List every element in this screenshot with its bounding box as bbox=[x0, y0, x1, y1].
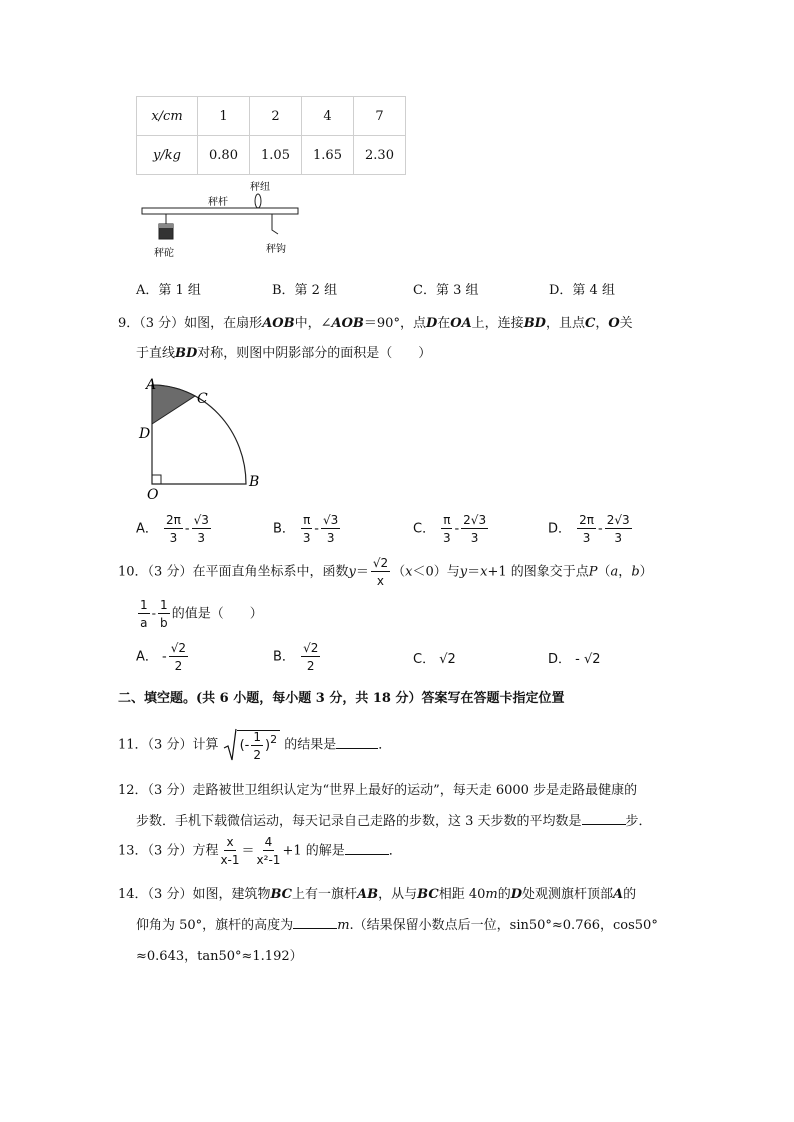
label-o: O bbox=[147, 487, 159, 500]
radical-icon bbox=[223, 728, 237, 762]
answer-blank bbox=[293, 928, 337, 929]
option-label: A． bbox=[136, 649, 158, 665]
q9-option-a bbox=[136, 514, 213, 544]
table-header-y: y/kg bbox=[137, 136, 198, 175]
fraction bbox=[301, 642, 320, 672]
numerator: 2π bbox=[166, 513, 181, 527]
numerator: 2√3 bbox=[463, 513, 487, 527]
q10-line2 bbox=[136, 599, 263, 629]
q8-option-b: B．第 2 组 bbox=[272, 283, 338, 298]
table-cell: 1 bbox=[198, 97, 250, 136]
table-cell: 0.80 bbox=[198, 136, 250, 175]
q10-var: x bbox=[480, 564, 488, 580]
fraction bbox=[371, 557, 390, 587]
fraction bbox=[251, 731, 263, 761]
denominator: 3 bbox=[197, 531, 206, 545]
q9-option-d bbox=[548, 514, 634, 544]
q9-var: AOB bbox=[262, 316, 295, 331]
table-cell: 4 bbox=[302, 97, 354, 136]
q10-text: ＝ bbox=[467, 564, 481, 580]
q14-text: 处观测旗杆顶部 bbox=[522, 887, 614, 902]
q11-text: ． bbox=[378, 737, 392, 753]
exponent: 2 bbox=[270, 733, 278, 746]
table-cell: 2.30 bbox=[354, 136, 406, 175]
radicand bbox=[237, 730, 281, 761]
label-b: B bbox=[249, 474, 260, 490]
numerator: √2 bbox=[170, 641, 187, 655]
denominator: 3 bbox=[326, 531, 335, 545]
q9-text: ＝90°，点 bbox=[363, 316, 426, 331]
table-row bbox=[137, 97, 406, 136]
fraction bbox=[605, 514, 632, 544]
table-row bbox=[137, 136, 406, 175]
numerator: 1 bbox=[140, 598, 148, 612]
q9-text: ， bbox=[595, 316, 609, 331]
q9-line2 bbox=[136, 342, 431, 361]
denominator: 3 bbox=[614, 531, 622, 545]
q9-var: D bbox=[425, 316, 438, 331]
answer-blank bbox=[582, 824, 626, 825]
answer-blank bbox=[345, 854, 389, 855]
q10-text: ＜0）与 bbox=[412, 564, 460, 580]
denominator: x bbox=[376, 574, 385, 588]
q14-text: .（结果保留小数点后一位，sin50°≈0.766，cos50° bbox=[349, 918, 658, 933]
q14-text: 的 bbox=[497, 887, 511, 902]
sqrt-expression bbox=[223, 728, 281, 762]
scale-hook bbox=[272, 214, 278, 234]
denominator: 3 bbox=[443, 531, 451, 545]
q14-text: 相距 40 bbox=[438, 887, 486, 902]
q8-option-a: A．第 1 组 bbox=[136, 283, 201, 298]
label-c: C bbox=[197, 391, 208, 407]
q9-text: ，且点 bbox=[545, 316, 585, 331]
fraction bbox=[158, 599, 170, 629]
fraction bbox=[138, 599, 150, 629]
q10-text: （ bbox=[597, 564, 611, 580]
fraction bbox=[461, 514, 488, 544]
q9-var: OA bbox=[450, 316, 472, 331]
q14-line3: ≈0.643，tan50°≈1.192） bbox=[136, 949, 303, 964]
option-label: B． bbox=[273, 521, 295, 537]
minus-sign: - bbox=[244, 738, 250, 753]
denominator: x²-1 bbox=[256, 853, 281, 867]
numerator: √3 bbox=[193, 513, 209, 527]
q14-var: D bbox=[510, 887, 523, 902]
numerator: √2 bbox=[372, 556, 389, 570]
steelyard-diagram bbox=[130, 178, 310, 260]
denominator: a bbox=[140, 616, 148, 630]
shaded-region bbox=[152, 385, 195, 424]
q12-text: 步数．手机下载微信运动，每天记录自己走路的步数，这 3 天步数的平均数是 bbox=[136, 814, 582, 829]
q10-var: b bbox=[631, 564, 640, 580]
q13-text: ． bbox=[388, 843, 402, 859]
denominator: 3 bbox=[470, 531, 479, 545]
q10-option-d bbox=[548, 648, 601, 667]
q10-option-a bbox=[136, 642, 190, 672]
answer-blank bbox=[336, 748, 378, 749]
q13-text: +1 的解是 bbox=[282, 843, 345, 859]
q11-line bbox=[118, 728, 391, 762]
denominator: b bbox=[160, 616, 168, 630]
option-label: A． bbox=[136, 521, 158, 537]
q11-text: 11．（3 分）计算 bbox=[118, 737, 219, 753]
label-scale-weight: 秤砣 bbox=[154, 248, 174, 259]
denominator: 3 bbox=[582, 531, 591, 545]
scale-button-loop bbox=[255, 194, 261, 208]
q14-line2 bbox=[136, 914, 658, 933]
q9-text: 9．（3 分）如图，在扇形 bbox=[118, 316, 263, 331]
q10-text: ， bbox=[618, 564, 632, 580]
paren: ) bbox=[265, 738, 271, 753]
q10-line1 bbox=[118, 557, 653, 587]
q9-text: 中，∠ bbox=[294, 316, 332, 331]
table-cell: 7 bbox=[354, 97, 406, 136]
option-label: D． bbox=[548, 652, 572, 667]
q10-text: 10．（3 分）在平面直角坐标系中，函数 bbox=[118, 564, 349, 580]
q10-var: a bbox=[610, 564, 619, 580]
q9-text: 上，连接 bbox=[471, 316, 524, 331]
minus-sign: - bbox=[314, 521, 319, 537]
q9-text: 关 bbox=[619, 316, 633, 331]
denominator: x-1 bbox=[220, 853, 240, 867]
q9-option-c bbox=[413, 514, 490, 544]
q10-text: +1 的图象交于点 bbox=[487, 564, 589, 580]
q9-line1 bbox=[118, 312, 633, 331]
option-value: - √2 bbox=[575, 652, 601, 667]
q12-text: 步． bbox=[625, 814, 652, 829]
numerator: 4 bbox=[264, 835, 273, 849]
q14-var: A bbox=[613, 887, 624, 902]
q14-var: AB bbox=[357, 887, 379, 902]
fraction bbox=[321, 514, 340, 544]
fraction bbox=[301, 514, 312, 544]
q10-text: （ bbox=[392, 564, 406, 580]
q12-line1: 12．（3 分）走路被世卫组织认定为“世界上最好的运动”，每天走 6000 步是走路最健康的 bbox=[118, 783, 638, 798]
paren: ( bbox=[239, 738, 245, 753]
minus-sign: - bbox=[454, 521, 460, 537]
denominator: 2 bbox=[174, 659, 183, 673]
q14-text: ，从与 bbox=[378, 887, 418, 902]
q13-text: ＝ bbox=[241, 843, 255, 859]
q10-var: y bbox=[348, 564, 356, 580]
table-cell: 2 bbox=[250, 97, 302, 136]
data-table bbox=[136, 96, 406, 175]
option-label: B． bbox=[273, 649, 295, 665]
q9-var: BD bbox=[523, 316, 546, 331]
table-cell: 1.05 bbox=[250, 136, 302, 175]
numerator: π bbox=[303, 513, 311, 527]
q9-text: 在 bbox=[437, 316, 451, 331]
q9-text: 于直线 bbox=[136, 346, 176, 361]
option-label: C． bbox=[413, 652, 436, 667]
option-value: √2 bbox=[439, 652, 456, 667]
fraction bbox=[257, 836, 281, 866]
fraction bbox=[220, 836, 239, 866]
label-a: A bbox=[146, 377, 157, 393]
minus-sign: - bbox=[598, 521, 603, 537]
label-scale-hook: 秤钩 bbox=[266, 244, 286, 255]
table-header-x: x/cm bbox=[137, 97, 198, 136]
sector-figure bbox=[138, 372, 268, 500]
option-label: D． bbox=[548, 521, 572, 537]
label-d: D bbox=[139, 426, 151, 442]
scale-weight-top bbox=[159, 224, 173, 228]
minus-sign: - bbox=[184, 521, 190, 537]
denominator: 2 bbox=[253, 747, 262, 762]
fraction bbox=[441, 514, 452, 544]
q9-var: C bbox=[584, 316, 596, 331]
q9-var: BD bbox=[175, 346, 198, 361]
q10-option-b bbox=[273, 642, 322, 672]
q14-text: 14．（3 分）如图，建筑物 bbox=[118, 887, 271, 902]
numerator: π bbox=[443, 513, 451, 527]
fraction bbox=[577, 514, 596, 544]
fraction bbox=[164, 514, 183, 544]
fraction bbox=[192, 514, 211, 544]
minus-sign: - bbox=[151, 606, 157, 622]
fraction bbox=[169, 642, 188, 672]
q11-text: 的结果是 bbox=[284, 737, 337, 753]
table-cell: 1.65 bbox=[302, 136, 354, 175]
q9-option-b bbox=[273, 514, 342, 544]
denominator: 3 bbox=[302, 531, 311, 545]
numerator: √2 bbox=[303, 641, 319, 655]
q10-option-c bbox=[413, 648, 456, 667]
q14-text: 上有一旗杆 bbox=[292, 887, 358, 902]
q14-text: 仰角为 50°，旗杆的高度为 bbox=[136, 918, 294, 933]
scale-rod bbox=[142, 208, 298, 214]
label-scale-rod: 秤杆 bbox=[208, 197, 228, 208]
q10-var: y bbox=[459, 564, 468, 580]
denominator: 3 bbox=[169, 531, 178, 545]
q9-text: 对称，则图中阴影部分的面积是（ ） bbox=[197, 346, 432, 361]
numerator: √3 bbox=[323, 513, 339, 527]
q14-var: BC bbox=[417, 887, 439, 902]
q14-var: m bbox=[337, 918, 350, 933]
q12-line2 bbox=[136, 810, 652, 829]
numerator: 2π bbox=[579, 513, 595, 527]
numerator: 1 bbox=[160, 598, 168, 612]
q10-var: x bbox=[405, 564, 413, 580]
q14-var: m bbox=[485, 887, 498, 902]
q8-option-d: D．第 4 组 bbox=[549, 283, 615, 298]
q10-text: ＝ bbox=[355, 564, 369, 580]
q14-var: BC bbox=[270, 887, 293, 902]
numerator: x bbox=[226, 835, 234, 849]
minus-sign: - bbox=[162, 649, 167, 665]
right-angle-mark bbox=[152, 475, 161, 484]
q10-text: 的值是（ ） bbox=[171, 606, 263, 622]
numerator: 2√3 bbox=[606, 513, 630, 527]
q9-var: O bbox=[608, 316, 620, 331]
q14-line1 bbox=[118, 883, 636, 902]
q14-text: 的 bbox=[623, 887, 637, 902]
numerator: 1 bbox=[253, 729, 262, 744]
option-label: C． bbox=[413, 521, 436, 537]
q13-text: 13．（3 分）方程 bbox=[118, 843, 219, 859]
q8-option-c: C．第 3 组 bbox=[413, 283, 479, 298]
q10-text: ） bbox=[639, 564, 653, 580]
q13-line bbox=[118, 836, 402, 866]
section-title: 二、填空题。(共 6 小题，每小题 3 分，共 18 分）答案写在答题卡指定位置 bbox=[118, 691, 565, 706]
denominator: 2 bbox=[306, 659, 315, 673]
q9-var: AOB bbox=[331, 316, 364, 331]
q10-var: P bbox=[588, 564, 598, 580]
label-scale-button: 秤纽 bbox=[250, 182, 270, 193]
